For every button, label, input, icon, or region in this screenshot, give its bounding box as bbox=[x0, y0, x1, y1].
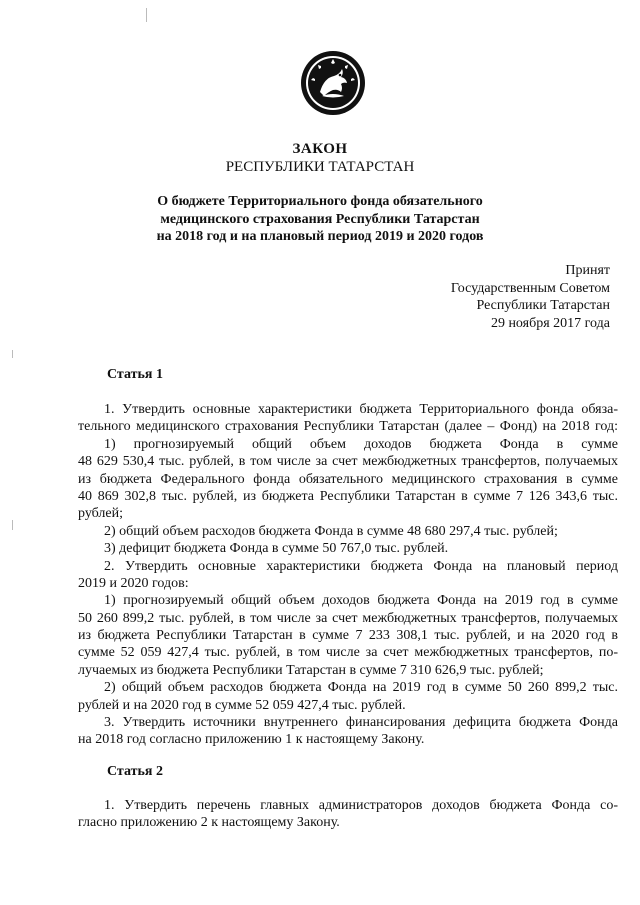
text-line: 40 869 302,8 тыс. рублей, из бюджета Республики Татарстан в сумме 7 126 343,6 тыс. bbox=[78, 488, 618, 504]
law-subject-line: медицинского страхования Республики Татарстан bbox=[160, 211, 480, 227]
text-line: сумме 52 059 427,4 тыс. рублей, в том числе за счет межбюджетных трансфертов, по- bbox=[78, 645, 618, 661]
article-2-heading: Статья 2 bbox=[107, 764, 163, 779]
text-line: из бюджета Федерального фонда обязательного медицинского страхования в сумме bbox=[78, 471, 618, 487]
text-line: рублей; bbox=[78, 506, 123, 522]
text-line: 1) прогнозируемый общий объем доходов бюджета Фонда в сумме bbox=[104, 436, 618, 452]
text-line: 1. Утвердить перечень главных администраторов доходов бюджета Фонда со- bbox=[104, 798, 618, 813]
article-2-body bbox=[78, 797, 618, 832]
text-line: 2. Утвердить основные характеристики бюджета Фонда на плановый период bbox=[104, 558, 618, 574]
text-line: тельного медицинского страхования Республики Татарстан (далее – Фонд) на 2018 год: bbox=[78, 419, 618, 435]
text-line: 2) общий объем расходов бюджета Фонда в сумме 48 680 297,4 тыс. рублей; bbox=[104, 523, 558, 539]
law-subject bbox=[0, 193, 640, 246]
text-line: 48 629 530,4 тыс. рублей, в том числе за счет межбюджетных трансфертов, получаемых bbox=[78, 454, 618, 470]
scan-artifact bbox=[12, 520, 13, 530]
republic-heading: РЕСПУБЛИКИ ТАТАРСТАН bbox=[225, 159, 415, 175]
adoption-note bbox=[451, 262, 610, 332]
adoption-line: Республики Татарстан bbox=[476, 298, 610, 313]
adoption-line: Государственным Советом bbox=[450, 280, 610, 296]
text-line: 50 260 899,2 тыс. рублей, в том числе за счет межбюджетных трансфертов, получаемых bbox=[78, 610, 618, 626]
text-line: 3) дефицит бюджета Фонда в сумме 50 767,0 тыс. рублей. bbox=[104, 541, 449, 557]
article-1-heading: Статья 1 bbox=[107, 367, 163, 382]
text-line: на 2018 год согласно приложению 1 к настоящему Закону. bbox=[78, 732, 425, 748]
text-line: 1. Утвердить основные характеристики бюджета Территориального фонда обяза- bbox=[104, 402, 618, 417]
adoption-line: Принят bbox=[565, 263, 610, 278]
text-line: лучаемых из бюджета Республики Татарстан в сумме 7 310 626,9 тыс. рублей; bbox=[78, 662, 544, 678]
law-heading: ЗАКОН bbox=[292, 141, 348, 157]
text-line: 2) общий объем расходов бюджета Фонда на 2019 год в сумме 50 260 899,2 тыс. bbox=[104, 680, 618, 696]
article-1-body bbox=[78, 401, 618, 749]
text-line: гласно приложению 2 к настоящему Закону. bbox=[78, 815, 340, 831]
law-subject-line: на 2018 год и на плановый период 2019 и 2020 годов bbox=[156, 229, 484, 244]
text-line: рублей и на 2020 год в сумме 52 059 427,4 тыс. рублей. bbox=[78, 697, 406, 713]
text-line: 3. Утвердить источники внутреннего финансирования дефицита бюджета Фонда bbox=[104, 715, 618, 731]
text-line: 1) прогнозируемый общий объем доходов бюджета Фонда на 2019 год в сумме bbox=[104, 593, 618, 609]
scan-artifact bbox=[146, 8, 147, 22]
law-subject-line: О бюджете Территориального фонда обязательного bbox=[157, 194, 483, 209]
text-line: 2019 и 2020 годов: bbox=[78, 575, 189, 591]
adoption-date: 29 ноября 2017 года bbox=[490, 315, 610, 331]
text-line: из бюджета Республики Татарстан в сумме 7 233 308,1 тыс. рублей, и на 2020 год в bbox=[78, 628, 618, 644]
scan-artifact bbox=[12, 350, 13, 358]
tatarstan-coat-of-arms-icon bbox=[300, 50, 366, 116]
